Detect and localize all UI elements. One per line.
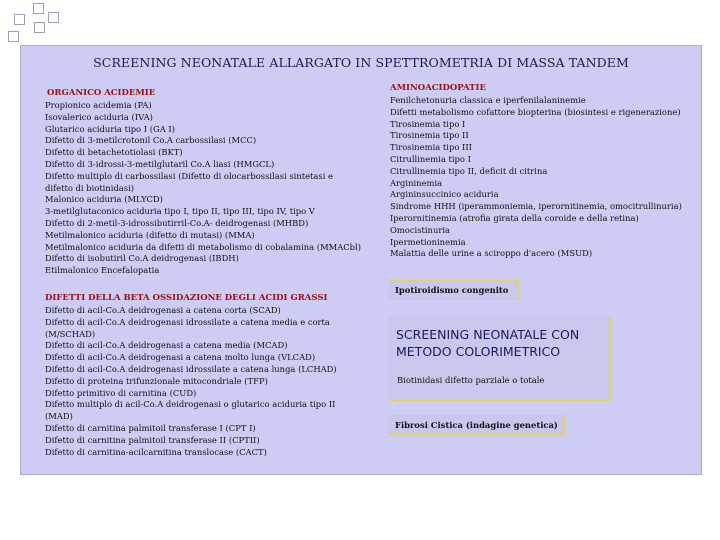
list-item: Tirosinemia tipo I — [390, 118, 466, 129]
aminoacidopathies-list — [390, 95, 700, 260]
list-item: Ipermetioninemia — [390, 236, 466, 247]
list-item: 3-metilglutaconico aciduria tipo I, tipo II, tipo III, tipo IV, tipo V — [45, 206, 315, 217]
cystic-fibrosis-box — [389, 415, 565, 435]
list-item: Malattia delle urine a sciroppo d'acero (MSUD) — [390, 248, 593, 259]
list-item: Isovalerico aciduria (IVA) — [45, 111, 153, 122]
colorimetric-title: SCREENING NEONATALE CON METODO COLORIMETRICO — [396, 327, 580, 359]
content-panel — [20, 45, 702, 475]
organic-acidemias-header: ORGANICO ACIDEMIE — [47, 88, 156, 98]
hypothyroidism-box — [389, 280, 519, 300]
aminoacidopathies-header: AMINOACIDOPATIE — [390, 83, 486, 93]
list-item: Difetto multiplo di carbossilasi (Difetto di olocarbossilasi sintetasi e difetto di biotinidasi) — [45, 170, 334, 193]
list-item: Difetto primitivo di carnitina (CUD) — [45, 387, 197, 398]
colorimetric-item: Biotinidasi difetto parziale o totale — [397, 375, 545, 385]
list-item: Difetto di carnitina palmitoil transferase II (CPTII) — [45, 434, 260, 445]
list-item: Citrullinemia tipo II, deficit di citrina — [390, 165, 548, 176]
list-item: Omocistinuria — [390, 224, 451, 235]
list-item: Glutarico aciduria tipo I (GA I) — [45, 123, 175, 134]
list-item: Malonico aciduria (MLYCD) — [45, 194, 163, 205]
list-item: Difetti metabolismo cofattore biopterina (biosintesi e rigenerazione) — [390, 106, 681, 117]
fatty-acid-oxidation-header: DIFETTI DELLA BETA OSSIDAZIONE DEGLI ACIDI GRASSI — [45, 293, 328, 303]
list-item: Difetto di acil-Co.A deidrogenasi a catena molto lunga (VLCAD) — [45, 352, 316, 363]
colorimetric-box — [389, 317, 611, 401]
decorative-square — [48, 12, 59, 23]
fatty-acid-oxidation-list — [45, 305, 337, 458]
page-title: SCREENING NEONATALE ALLARGATO IN SPETTROMETRIA DI MASSA TANDEM — [93, 55, 629, 70]
list-item: Difetto di betachetotiolasi (BKT) — [45, 147, 183, 158]
list-item: Difetto di acil-Co.A deidrogenasi idrossilate a catena media e corta (M/SCHAD) — [45, 316, 330, 339]
cystic-fibrosis-label: Fibrosi Cistica (indagine genetica) — [395, 420, 558, 430]
list-item: Etilmalonico Encefalopatia — [45, 265, 160, 276]
list-item: Propionico acidemia (PA) — [45, 100, 152, 110]
list-item: Metilmalonico aciduria da difetti di metabolismo di cobalamina (MMACbl) — [45, 241, 361, 252]
list-item: Difetto di acil-Co.A deidrogenasi idrossilate a catena lunga (LCHAD) — [45, 363, 337, 374]
list-item: Difetto di 3-idrossi-3-metilglutaril Co.A liasi (HMGCL) — [45, 158, 275, 169]
list-item: Difetto multiplo di acil-Co.A deidrogenasi o glutarico aciduria tipo II (MAD) — [45, 399, 336, 422]
list-item: Difetto di 3-metilcrotonil Co.A carbossilasi (MCC) — [45, 135, 257, 146]
list-item: Metilmalonico aciduria (difetto di mutasi) (MMA) — [45, 229, 255, 240]
list-item: Difetto di 2-metil-3-idrossibutirril-Co.A- deidrogenasi (MHBD) — [45, 217, 309, 228]
list-item: Difetto di acil-Co.A deidrogenasi a catena corta (SCAD) — [45, 305, 281, 315]
decorative-square — [14, 14, 25, 25]
list-item: Argininsuccinico aciduria — [390, 189, 499, 200]
list-item: Difetto di carnitina-acilcarnitina translocase (CACT) — [45, 446, 267, 457]
list-item: Difetto di isobutiril Co.A deidrogenasi (IBDH) — [45, 253, 239, 264]
decorative-square — [34, 22, 45, 33]
decorative-square — [33, 3, 44, 14]
list-item: Difetto di proteina trifunzionale mitocondriale (TFP) — [45, 375, 268, 386]
list-item: Difetto di carnitina palmitoil transferase I (CPT I) — [45, 422, 256, 433]
list-item: Sindrome HHH (iperammoniemia, iperornitinemia, omocitrullinuria) — [390, 201, 682, 212]
list-item: Difetto di acil-Co.A deidrogenasi a catena media (MCAD) — [45, 340, 288, 351]
list-item: Tirosinemia tipo III — [390, 142, 472, 153]
list-item: Tirosinemia tipo II — [390, 130, 469, 141]
hypothyroidism-label: Ipotiroidismo congenito — [395, 285, 509, 295]
organic-acidemias-list — [45, 100, 361, 277]
list-item: Citrullinemia tipo I — [390, 153, 471, 164]
list-item: Argininemia — [390, 177, 443, 188]
list-item: Iperornitinemia (atrofia girata della coroide e della retina) — [390, 212, 639, 223]
decorative-square — [8, 31, 19, 42]
list-item: Fenilchetonuria classica e iperfenilalaninemie — [390, 95, 586, 105]
